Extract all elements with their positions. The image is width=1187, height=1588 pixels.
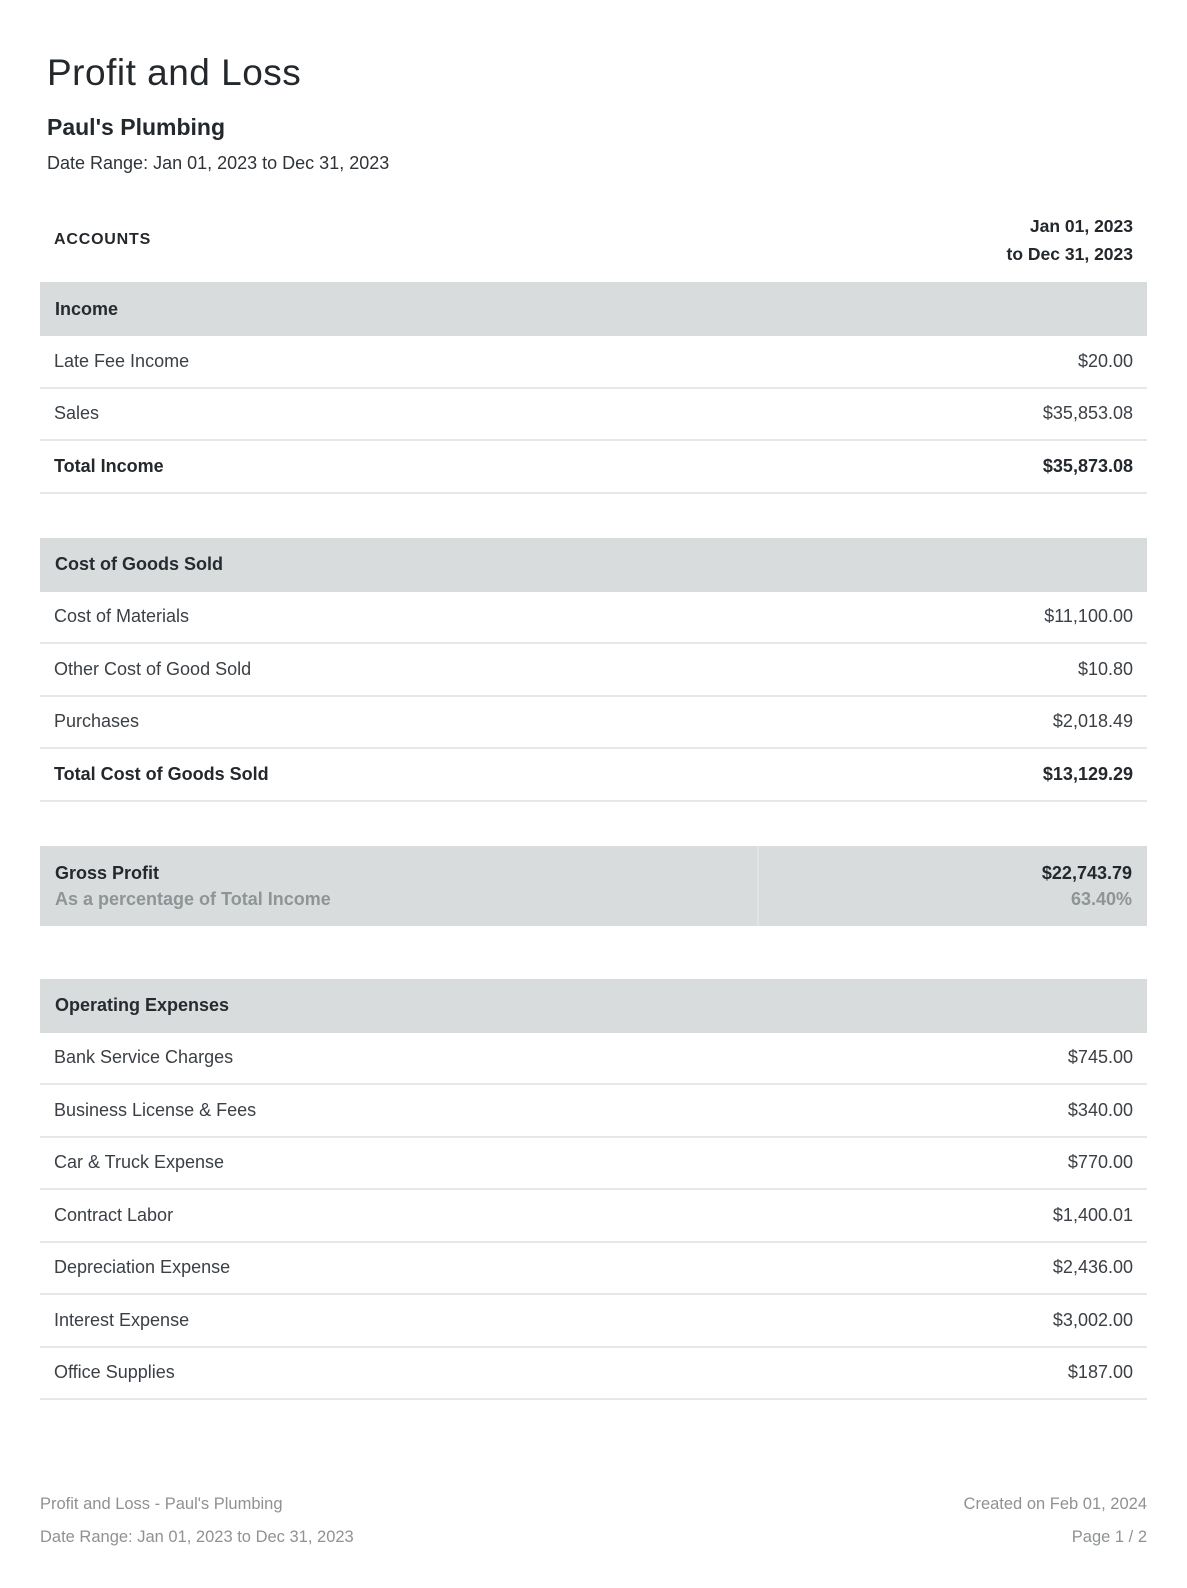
account-row bbox=[40, 1033, 1147, 1086]
section-header-income: Income bbox=[40, 282, 1147, 336]
account-amount: $2,436.00 bbox=[1052, 1257, 1133, 1278]
account-amount: $770.00 bbox=[1067, 1152, 1133, 1173]
footer-created-on: Created on Feb 01, 2024 bbox=[963, 1495, 1147, 1513]
footer-right bbox=[964, 1488, 1147, 1554]
account-row bbox=[40, 592, 1147, 645]
account-label: Interest Expense bbox=[54, 1309, 190, 1330]
account-label: Other Cost of Good Sold bbox=[54, 658, 252, 679]
footer-left bbox=[40, 1488, 354, 1554]
account-label: Purchases bbox=[54, 711, 140, 732]
report-page bbox=[0, 52, 1187, 1400]
account-row bbox=[40, 1190, 1147, 1243]
account-row bbox=[40, 1243, 1147, 1296]
account-amount: $1,400.01 bbox=[1052, 1204, 1133, 1225]
gross-profit-band bbox=[40, 846, 1147, 926]
account-amount: $35,853.08 bbox=[1042, 403, 1133, 424]
company-name: Paul's Plumbing bbox=[47, 114, 225, 140]
account-label: Contract Labor bbox=[54, 1204, 174, 1225]
account-amount: $10.80 bbox=[1077, 658, 1133, 679]
total-label: Total Income bbox=[54, 455, 164, 476]
section-header-cogs: Cost of Goods Sold bbox=[40, 538, 1147, 592]
page-footer bbox=[40, 1488, 1147, 1554]
account-row bbox=[40, 1295, 1147, 1348]
total-row-income bbox=[40, 441, 1147, 494]
account-row bbox=[40, 389, 1147, 442]
account-amount: $2,018.49 bbox=[1052, 711, 1133, 732]
account-amount: $340.00 bbox=[1067, 1099, 1133, 1120]
account-row bbox=[40, 1138, 1147, 1191]
account-row bbox=[40, 697, 1147, 750]
period-line-2: to Dec 31, 2023 bbox=[1006, 244, 1133, 264]
table-header bbox=[40, 202, 1147, 282]
period-column-header bbox=[1007, 212, 1133, 268]
section-operating-expenses bbox=[40, 979, 1147, 1401]
total-row-cogs bbox=[40, 749, 1147, 802]
gross-profit-labels bbox=[55, 860, 331, 912]
period-line-1: Jan 01, 2023 bbox=[1029, 216, 1133, 236]
account-row bbox=[40, 336, 1147, 389]
gross-profit-amount: $22,743.79 bbox=[1041, 862, 1132, 883]
footer-report-name: Profit and Loss - Paul's Plumbing bbox=[40, 1495, 283, 1513]
account-amount: $745.00 bbox=[1067, 1047, 1133, 1068]
account-label: Cost of Materials bbox=[54, 606, 190, 627]
account-label: Late Fee Income bbox=[54, 350, 190, 371]
account-row bbox=[40, 644, 1147, 697]
account-label: Bank Service Charges bbox=[54, 1047, 234, 1068]
account-label: Sales bbox=[54, 403, 100, 424]
account-label: Car & Truck Expense bbox=[54, 1152, 225, 1173]
section-cogs bbox=[40, 538, 1147, 802]
account-label: Office Supplies bbox=[54, 1362, 175, 1383]
account-amount: $20.00 bbox=[1077, 350, 1133, 371]
account-label: Depreciation Expense bbox=[54, 1257, 231, 1278]
accounts-column-header: ACCOUNTS bbox=[54, 231, 152, 248]
account-label: Business License & Fees bbox=[54, 1099, 257, 1120]
section-header-operating-expenses: Operating Expenses bbox=[40, 979, 1147, 1033]
footer-page-number: Page 1 / 2 bbox=[1071, 1528, 1147, 1546]
gross-profit-label: Gross Profit bbox=[55, 862, 160, 883]
gross-profit-values bbox=[1042, 860, 1132, 912]
report-header bbox=[47, 52, 1140, 174]
account-row bbox=[40, 1348, 1147, 1401]
total-label: Total Cost of Goods Sold bbox=[54, 763, 269, 784]
date-range: Date Range: Jan 01, 2023 to Dec 31, 2023 bbox=[47, 153, 390, 173]
gross-profit-sublabel: As a percentage of Total Income bbox=[55, 888, 331, 909]
total-amount: $35,873.08 bbox=[1042, 455, 1133, 476]
account-amount: $3,002.00 bbox=[1052, 1309, 1133, 1330]
gross-profit-percent: 63.40% bbox=[1070, 888, 1132, 909]
account-amount: $11,100.00 bbox=[1044, 606, 1133, 627]
section-income bbox=[40, 282, 1147, 494]
account-row bbox=[40, 1085, 1147, 1138]
account-amount: $187.00 bbox=[1067, 1362, 1133, 1383]
footer-date-range: Date Range: Jan 01, 2023 to Dec 31, 2023 bbox=[40, 1528, 354, 1546]
page-title: Profit and Loss bbox=[47, 52, 302, 93]
total-amount: $13,129.29 bbox=[1042, 763, 1133, 784]
